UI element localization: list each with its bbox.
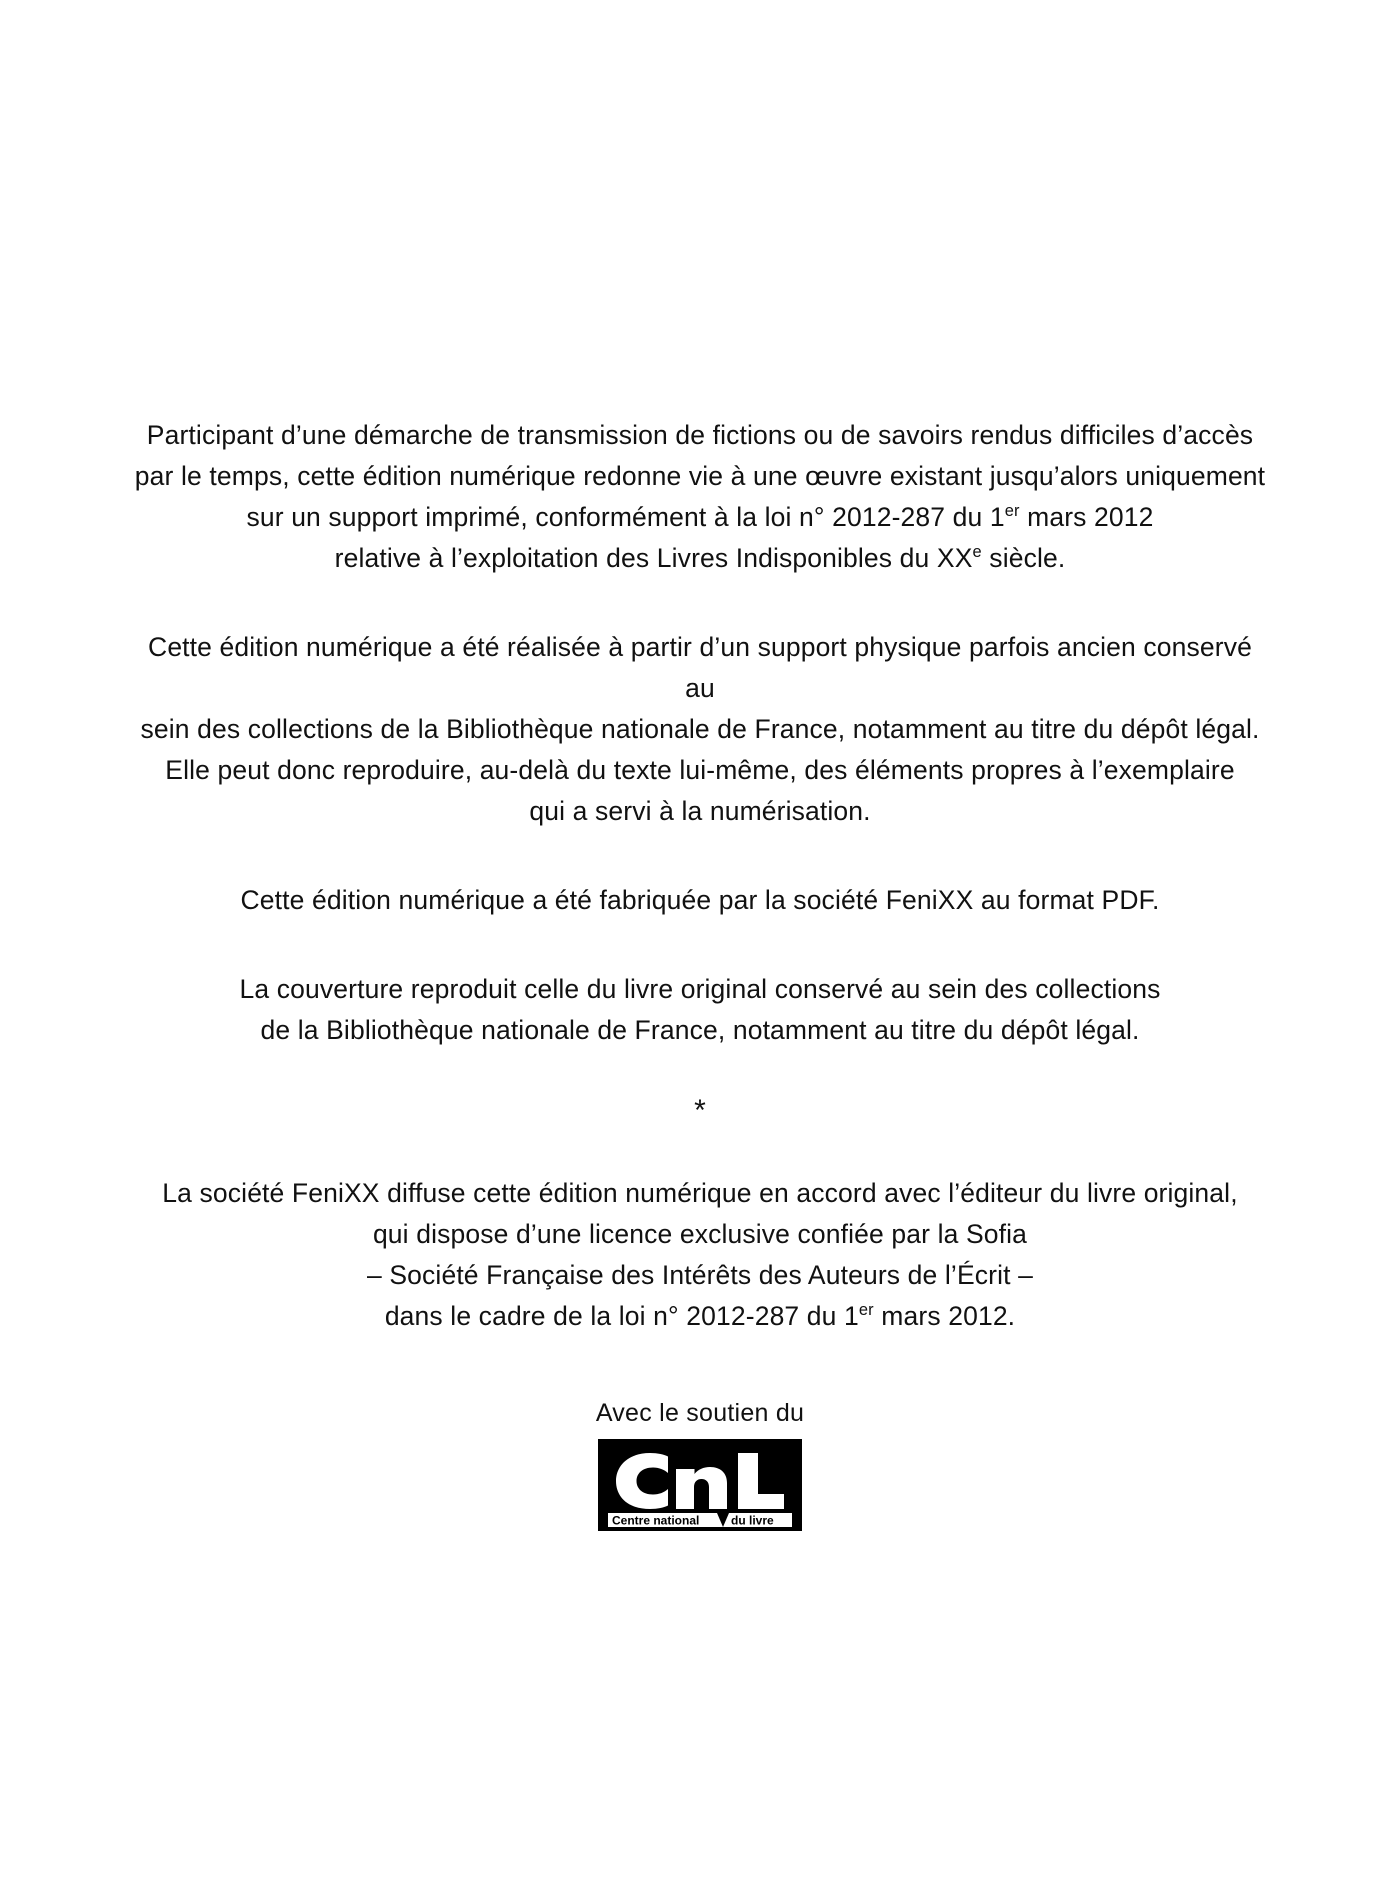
cnl-acronym-text bbox=[598, 1531, 599, 1532]
legal-notice-body bbox=[0, 415, 1400, 1531]
paragraph-intro-line-1: Participant d’une démarche de transmission de fictions ou de savoirs rendus difficiles d’accès bbox=[146, 420, 1254, 450]
paragraph-source bbox=[130, 627, 1270, 832]
paragraph-format bbox=[130, 880, 1270, 921]
paragraph-diffusion bbox=[130, 1173, 1270, 1337]
paragraph-format-line-1: Cette édition numérique a été fabriquée par la société FeniXX au format PDF. bbox=[240, 885, 1160, 915]
paragraph-source-line-4: qui a servi à la numérisation. bbox=[529, 796, 871, 826]
paragraph-diffusion-line-4: dans le cadre de la loi n° 2012-287 du 1er mars 2012. bbox=[384, 1301, 1016, 1331]
cnl-tagline-left: Centre national bbox=[611, 1513, 700, 1528]
paragraph-diffusion-line-1: La société FeniXX diffuse cette édition numérique en accord avec l’éditeur du livre original, bbox=[162, 1178, 1238, 1208]
paragraph-intro bbox=[130, 415, 1270, 579]
support-label: Avec le soutien du bbox=[595, 1399, 805, 1427]
paragraph-intro-line-3: sur un support imprimé, conformément à la loi n° 2012-287 du 1er mars 2012 bbox=[246, 502, 1154, 532]
paragraph-source-line-1: Cette édition numérique a été réalisée à partir d’un support physique parfois ancien conservé au bbox=[148, 632, 1252, 703]
paragraph-source-line-2: sein des collections de la Bibliothèque nationale de France, notamment au titre du dépôt légal. bbox=[140, 714, 1260, 744]
support-block bbox=[596, 1397, 804, 1531]
section-separator: * bbox=[694, 1094, 706, 1127]
paragraph-cover-line-2: de la Bibliothèque nationale de France, notamment au titre du dépôt légal. bbox=[260, 1015, 1140, 1045]
paragraph-diffusion-line-2: qui dispose d’une licence exclusive confiée par la Sofia bbox=[372, 1219, 1028, 1249]
paragraph-cover-line-1: La couverture reproduit celle du livre original conservé au sein des collections bbox=[239, 974, 1161, 1004]
ordinal-suffix-er: er bbox=[1004, 502, 1020, 521]
cnl-logo-icon bbox=[598, 1439, 802, 1531]
ordinal-suffix-e: e bbox=[972, 543, 982, 562]
paragraph-source-line-3: Elle peut donc reproduire, au-delà du texte lui-même, des éléments propres à l’exemplaire bbox=[165, 755, 1235, 785]
cnl-tagline-left-text bbox=[598, 1531, 599, 1532]
cnl-tagline-right-text bbox=[598, 1531, 599, 1532]
cnl-tagline-right: du livre bbox=[730, 1513, 774, 1528]
paragraph-intro-line-2: par le temps, cette édition numérique redonne vie à une œuvre existant jusqu’alors uniquement bbox=[134, 461, 1266, 491]
cnl-logo bbox=[598, 1439, 802, 1531]
paragraph-intro-line-4: relative à l’exploitation des Livres Indisponibles du XXe siècle. bbox=[334, 543, 1066, 573]
ordinal-suffix-er-2: er bbox=[858, 1301, 874, 1320]
paragraph-cover bbox=[130, 969, 1270, 1051]
paragraph-diffusion-line-3: – Société Française des Intérêts des Auteurs de l’Écrit – bbox=[367, 1260, 1033, 1290]
